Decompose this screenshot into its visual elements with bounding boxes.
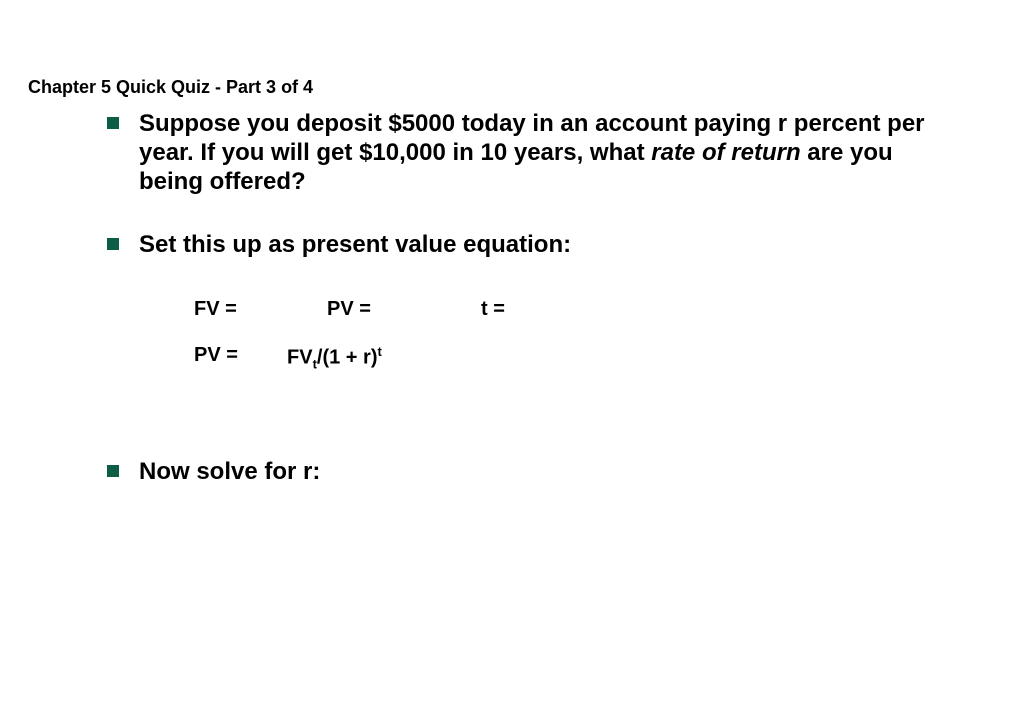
formula-exponent: t — [377, 344, 382, 359]
pv-label: PV = — [327, 298, 371, 320]
question-text-before: Suppose you deposit $5000 today in an account paying r percent per year. If you will get $10,000 in 10 years, what — [139, 110, 925, 166]
question-text-after: are you being offered? — [139, 139, 893, 195]
bullet-question-text — [139, 109, 929, 196]
slide-title: Chapter 5 Quick Quiz - Part 3 of 4 — [28, 77, 314, 97]
bullet-solve — [107, 457, 929, 486]
bullet-square-icon — [107, 117, 119, 129]
formula-subscript: t — [312, 356, 317, 372]
bullet-square-icon — [107, 238, 119, 250]
formula-denominator: /(1 + r) — [316, 346, 378, 369]
bullet-question — [107, 109, 929, 196]
bullet-setup — [107, 230, 929, 259]
pv-formula — [287, 344, 382, 372]
fv-label: FV = — [194, 298, 237, 320]
formula-fv: FV — [287, 346, 313, 369]
bullet-solve-text: Now solve for r: — [139, 458, 321, 485]
bullet-square-icon — [107, 465, 119, 477]
t-label: t = — [481, 298, 505, 320]
bullet-setup-text: Set this up as present value equation: — [139, 231, 572, 258]
pv-formula-label: PV = — [194, 344, 238, 366]
question-text-italic: rate of return — [651, 139, 801, 166]
